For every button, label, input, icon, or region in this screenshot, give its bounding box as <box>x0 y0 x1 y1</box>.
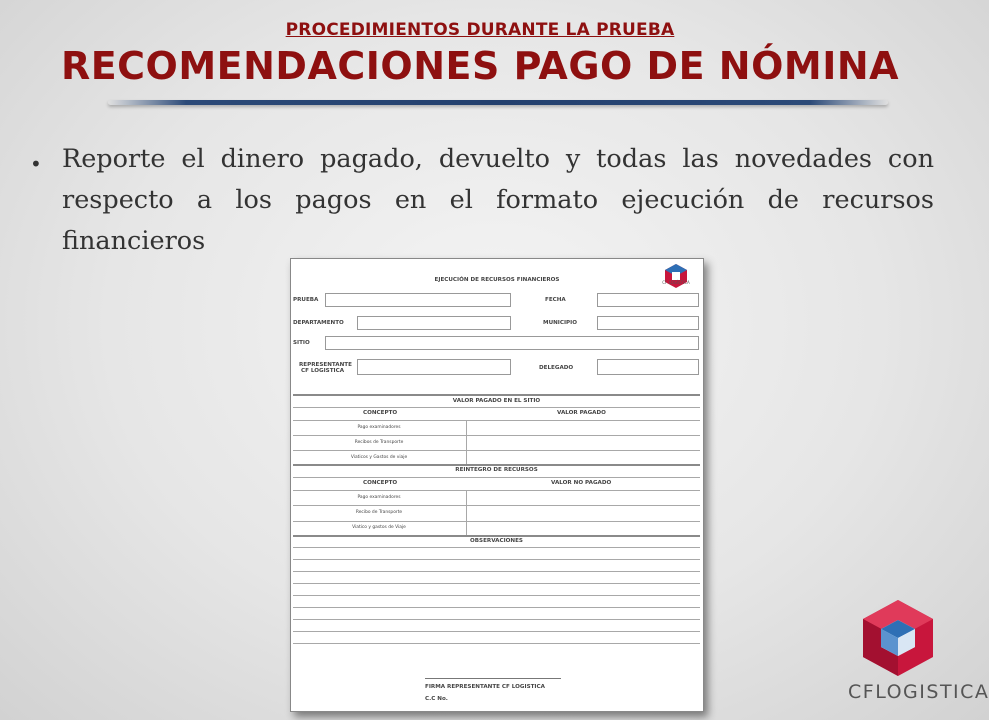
bullet-marker: • <box>30 152 42 176</box>
paid-row-1: Pago examinadores <box>357 425 401 430</box>
label-prueba: PRUEBA <box>293 297 319 303</box>
form-logo <box>663 263 689 289</box>
signature-line <box>425 678 561 679</box>
label-departamento: DEPARTAMENTO <box>293 320 344 326</box>
field-prueba <box>325 293 511 307</box>
refund-col-concept: CONCEPTO <box>363 480 398 486</box>
field-delegado <box>597 359 699 375</box>
form-logo-icon <box>663 263 689 289</box>
form-title: EJECUCIÓN DE RECURSOS FINANCIEROS <box>434 277 560 283</box>
refund-row-1: Pago examinadores <box>357 495 401 500</box>
slide-title: RECOMENDACIONES PAGO DE NÓMINA <box>60 44 900 88</box>
paid-section-title: VALOR PAGADO EN EL SITIO <box>452 398 541 404</box>
label-delegado: DELEGADO <box>539 365 574 371</box>
form-logo-caption: CF LOGÍSTICA <box>662 280 690 285</box>
field-representante <box>357 359 511 375</box>
financial-resources-form <box>290 258 704 712</box>
observations-title: OBSERVACIONES <box>470 538 523 544</box>
refund-col-value: VALOR NO PAGADO <box>551 480 612 486</box>
signature-label: FIRMA REPRESENTANTE CF LOGISTICA <box>425 684 545 690</box>
refund-section-title: REINTEGRO DE RECURSOS <box>455 467 538 473</box>
cc-label: C.C No. <box>425 696 448 702</box>
paid-row-3: Viaticos y Gastos de viaje <box>350 455 408 460</box>
field-departamento <box>357 316 511 330</box>
paid-row-2: Recibos de Transporte <box>354 440 404 445</box>
label-representante-1: REPRESENTANTE <box>299 362 352 368</box>
label-sitio: SITIO <box>293 340 310 346</box>
bullet-text: Reporte el dinero pagado, devuelto y todas las novedades con respecto a los pagos en el formato ejecución de recursos financieros <box>62 144 934 256</box>
label-representante-2: CF LOGISTICA <box>301 368 345 374</box>
cf-logistica-logo-icon <box>858 598 938 678</box>
field-municipio <box>597 316 699 330</box>
brand-wordmark: CFLOGISTICA <box>848 681 989 703</box>
paid-col-concept: CONCEPTO <box>363 410 398 416</box>
refund-row-3: Viatico y gastos de Viaje <box>352 525 406 530</box>
label-fecha: FECHA <box>545 297 566 303</box>
section-kicker: PROCEDIMIENTOS DURANTE LA PRUEBA <box>285 20 675 40</box>
refund-row-2: Recibo de Transporte <box>355 510 403 515</box>
cf-logistica-logo <box>858 598 938 683</box>
field-fecha <box>597 293 699 307</box>
paid-col-value: VALOR PAGADO <box>557 410 606 416</box>
field-sitio <box>325 336 699 350</box>
title-underline <box>108 100 888 105</box>
label-municipio: MUNICIPIO <box>543 320 577 326</box>
